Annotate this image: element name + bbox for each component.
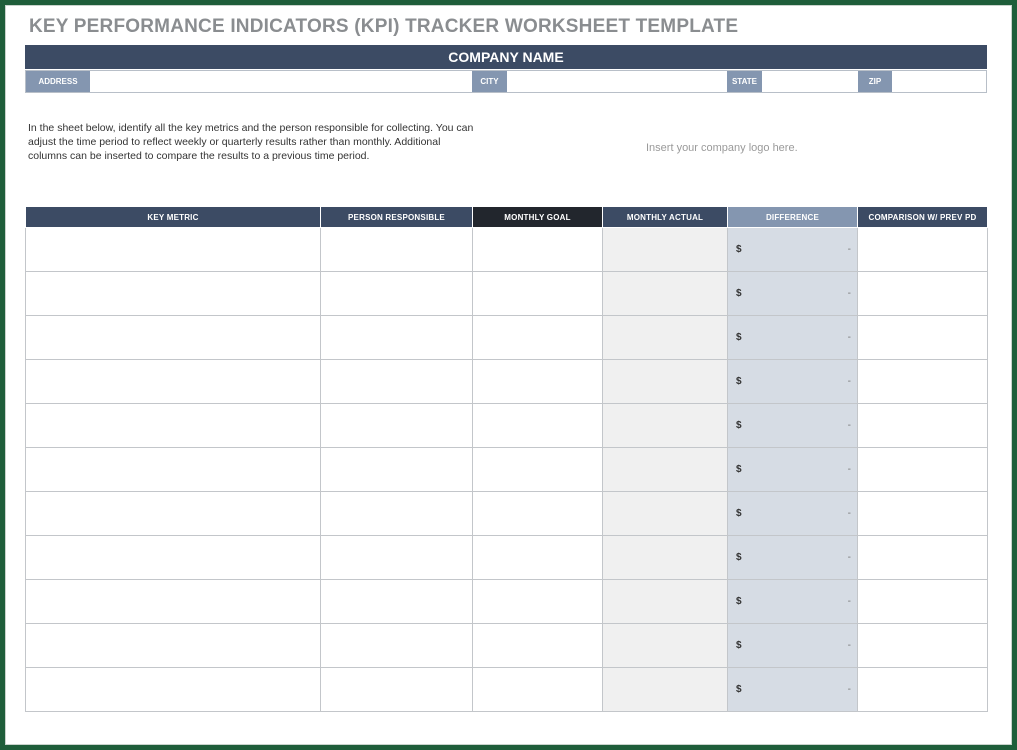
person-responsible-cell[interactable] [321,492,473,536]
comparison-cell[interactable] [858,624,988,668]
header-person-responsible: PERSON RESPONSIBLE [321,207,473,228]
key-metric-cell[interactable] [26,624,321,668]
difference-value [728,288,857,299]
address-label: ADDRESS [26,71,90,92]
person-responsible-cell[interactable] [321,404,473,448]
table-row [26,536,988,580]
monthly-goal-cell[interactable] [473,624,603,668]
difference-cell[interactable] [728,448,858,492]
monthly-goal-cell[interactable] [473,404,603,448]
difference-value [728,420,857,431]
difference-value [728,640,857,651]
key-metric-cell[interactable] [26,228,321,272]
comparison-cell[interactable] [858,404,988,448]
address-field[interactable] [90,71,472,92]
monthly-goal-cell[interactable] [473,448,603,492]
currency-symbol: $ [736,332,742,343]
currency-symbol: $ [736,376,742,387]
difference-amount: - [847,244,851,255]
person-responsible-cell[interactable] [321,228,473,272]
difference-value [728,244,857,255]
key-metric-cell[interactable] [26,580,321,624]
difference-amount: - [847,596,851,607]
logo-placeholder[interactable]: Insert your company logo here. [646,142,798,154]
difference-amount: - [847,332,851,343]
key-metric-cell[interactable] [26,360,321,404]
monthly-goal-cell[interactable] [473,536,603,580]
comparison-cell[interactable] [858,272,988,316]
difference-value [728,596,857,607]
difference-value [728,464,857,475]
difference-amount: - [847,420,851,431]
currency-symbol: $ [736,288,742,299]
header-monthly-actual: MONTHLY ACTUAL [603,207,728,228]
table-row [26,668,988,712]
header-key-metric: KEY METRIC [26,207,321,228]
monthly-goal-cell[interactable] [473,228,603,272]
monthly-goal-cell[interactable] [473,272,603,316]
currency-symbol: $ [736,684,742,695]
difference-amount: - [847,684,851,695]
monthly-actual-cell[interactable] [603,580,728,624]
difference-amount: - [847,508,851,519]
person-responsible-cell[interactable] [321,316,473,360]
monthly-actual-cell[interactable] [603,360,728,404]
table-row [26,492,988,536]
difference-amount: - [847,464,851,475]
key-metric-cell[interactable] [26,492,321,536]
key-metric-cell[interactable] [26,536,321,580]
monthly-goal-cell[interactable] [473,316,603,360]
table-row [26,624,988,668]
table-row [26,580,988,624]
comparison-cell[interactable] [858,316,988,360]
state-label: STATE [727,71,762,92]
key-metric-cell[interactable] [26,668,321,712]
difference-amount: - [847,376,851,387]
monthly-actual-cell[interactable] [603,624,728,668]
currency-symbol: $ [736,640,742,651]
person-responsible-cell[interactable] [321,448,473,492]
key-metric-cell[interactable] [26,272,321,316]
header-comparison: COMPARISON W/ PREV PD [858,207,988,228]
comparison-cell[interactable] [858,448,988,492]
table-row [26,448,988,492]
table-row [26,404,988,448]
difference-cell[interactable] [728,668,858,712]
page-title: KEY PERFORMANCE INDICATORS (KPI) TRACKER WORKSHEET TEMPLATE [29,16,739,37]
currency-symbol: $ [736,508,742,519]
monthly-goal-cell[interactable] [473,580,603,624]
monthly-goal-cell[interactable] [473,360,603,404]
monthly-actual-cell[interactable] [603,536,728,580]
zip-label: ZIP [858,71,892,92]
table-row [26,316,988,360]
header-monthly-goal: MONTHLY GOAL [473,207,603,228]
monthly-actual-cell[interactable] [603,448,728,492]
currency-symbol: $ [736,552,742,563]
key-metric-cell[interactable] [26,448,321,492]
comparison-cell[interactable] [858,228,988,272]
difference-value [728,508,857,519]
monthly-actual-cell[interactable] [603,228,728,272]
person-responsible-cell[interactable] [321,360,473,404]
difference-value [728,684,857,695]
difference-cell[interactable] [728,360,858,404]
person-responsible-cell[interactable] [321,668,473,712]
table-header-row [26,207,988,228]
table-row [26,360,988,404]
table-row [26,228,988,272]
comparison-cell[interactable] [858,580,988,624]
comparison-cell[interactable] [858,492,988,536]
difference-cell[interactable] [728,272,858,316]
city-label: CITY [472,71,507,92]
key-metric-cell[interactable] [26,404,321,448]
city-field[interactable] [507,71,727,92]
comparison-cell[interactable] [858,536,988,580]
monthly-goal-cell[interactable] [473,668,603,712]
person-responsible-cell[interactable] [321,624,473,668]
comparison-cell[interactable] [858,668,988,712]
header-difference: DIFFERENCE [728,207,858,228]
currency-symbol: $ [736,420,742,431]
currency-symbol: $ [736,464,742,475]
comparison-cell[interactable] [858,360,988,404]
difference-cell[interactable] [728,316,858,360]
difference-value [728,376,857,387]
person-responsible-cell[interactable] [321,536,473,580]
monthly-actual-cell[interactable] [603,492,728,536]
person-responsible-cell[interactable] [321,272,473,316]
difference-amount: - [847,640,851,651]
company-name-header[interactable]: COMPANY NAME [25,45,987,69]
monthly-actual-cell[interactable] [603,272,728,316]
monthly-actual-cell[interactable] [603,316,728,360]
monthly-goal-cell[interactable] [473,492,603,536]
difference-cell[interactable] [728,536,858,580]
monthly-actual-cell[interactable] [603,404,728,448]
table-row [26,272,988,316]
difference-cell[interactable] [728,492,858,536]
currency-symbol: $ [736,244,742,255]
address-row [25,70,987,93]
kpi-table [25,206,988,712]
difference-cell[interactable] [728,228,858,272]
person-responsible-cell[interactable] [321,580,473,624]
state-field[interactable] [762,71,858,92]
difference-value [728,332,857,343]
zip-field[interactable] [892,71,986,92]
intro-text: In the sheet below, identify all the key metrics and the person responsible for collecting. You can adjust the time period to reflect weekly or quarterly results rather than monthly. Additional columns can be inserted to compare the results to a previous time period. [28,122,474,162]
worksheet [5,5,1012,745]
difference-value [728,552,857,563]
monthly-actual-cell[interactable] [603,668,728,712]
difference-amount: - [847,552,851,563]
currency-symbol: $ [736,596,742,607]
key-metric-cell[interactable] [26,316,321,360]
difference-cell[interactable] [728,580,858,624]
difference-cell[interactable] [728,404,858,448]
difference-cell[interactable] [728,624,858,668]
difference-amount: - [847,288,851,299]
